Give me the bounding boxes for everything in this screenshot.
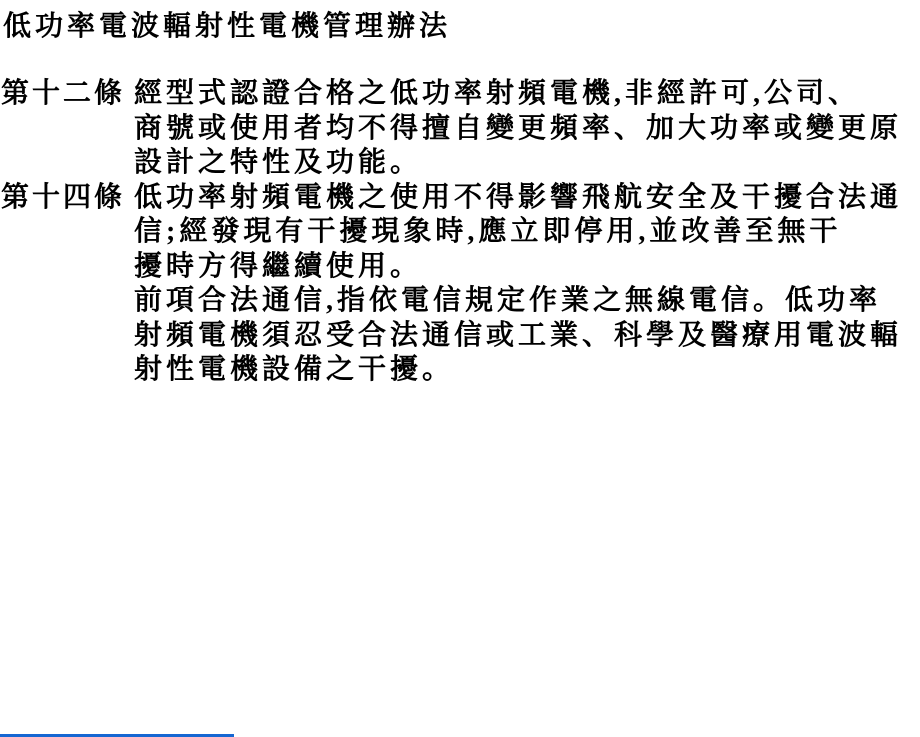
article-12-body [134, 77, 919, 181]
article-14-line-1: 低功率射頻電機之使用不得影響飛航安全及干擾合法通 [134, 181, 903, 213]
article-12-line-1: 經型式認證合格之低功率射頻電機,非經許可,公司、 [134, 78, 861, 109]
article-14-line-4: 前項合法通信,指依電信規定作業之無線電信。低功率 [134, 285, 882, 316]
articles-section [1, 77, 919, 388]
article-12-label: 第十二條 [1, 78, 126, 109]
article-14-line-5: 射頻電機須忍受合法通信或工業、科學及醫療用電波輻 [134, 319, 903, 351]
article-14-label: 第十四條 [1, 181, 126, 213]
article-14-line-3: 擾時方得繼續使用。 [134, 250, 423, 282]
article-14-line-6: 射性電機設備之干擾。 [134, 354, 455, 385]
article-14-body [134, 181, 919, 388]
article-12 [1, 77, 919, 181]
article-14-line-2: 信;經發現有干擾現象時,應立即停用,並改善至無干 [134, 216, 842, 247]
article-12-line-2: 商號或使用者均不得擅自變更頻率、加大功率或變更原 [134, 112, 903, 144]
article-14 [1, 181, 919, 388]
document-title: 低功率電波輻射性電機管理辦法 [3, 11, 452, 42]
article-12-line-3: 設計之特性及功能。 [134, 147, 423, 178]
